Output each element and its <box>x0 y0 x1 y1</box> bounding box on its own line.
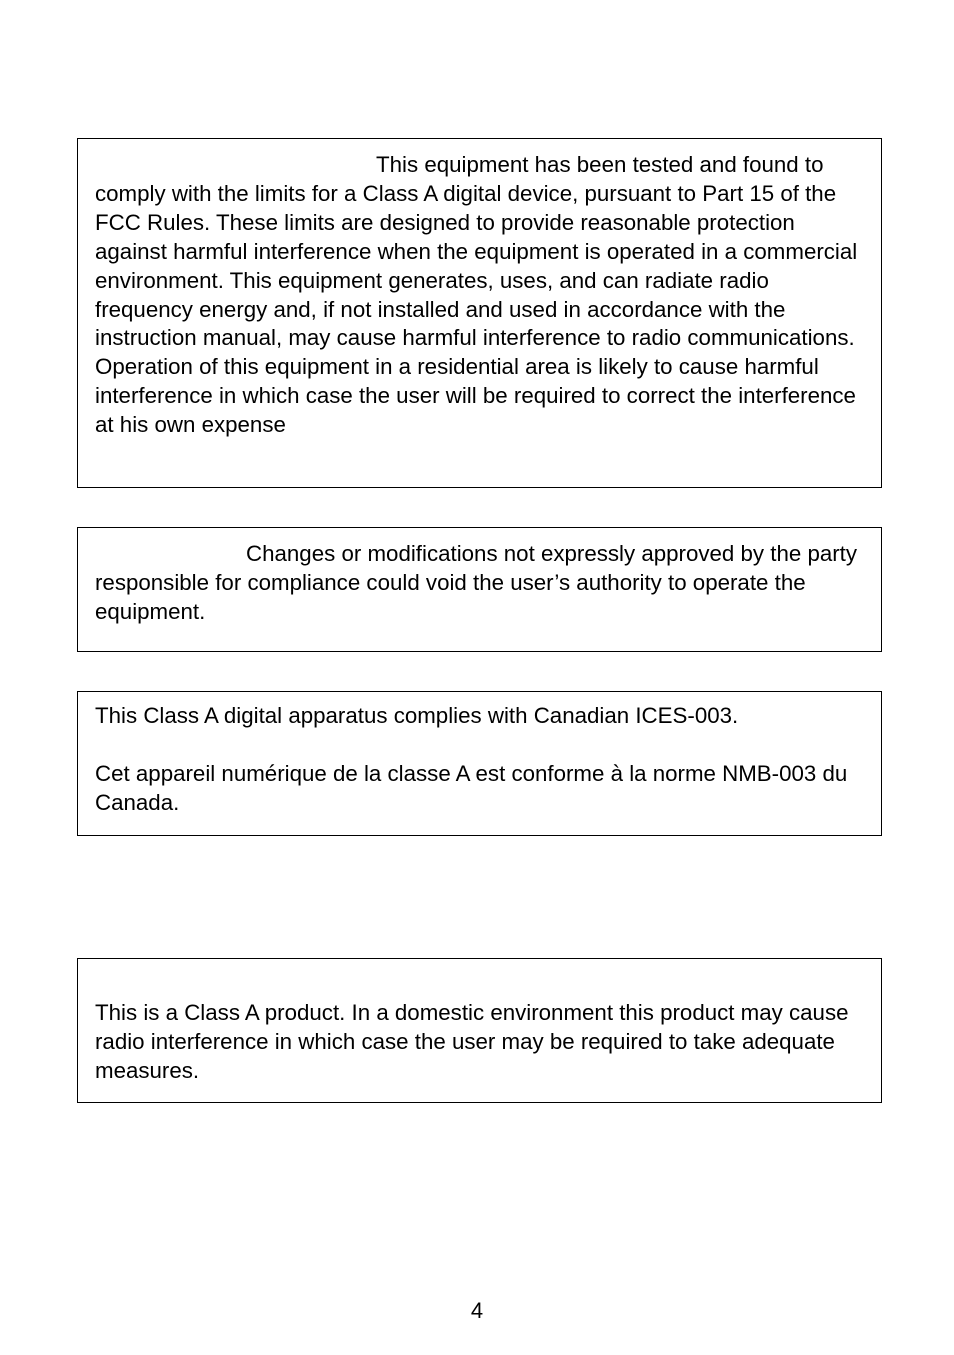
fcc-notice-text: This equipment has been tested and found to comply with the limits for a Class A digital device, pursuant to Part 15 of the FCC Rules. These limits are designed to provide reasonable protection against harmful interference when the equipment is operated in a commercial environment. This equipment generates, uses, and can radiate radio frequency energy and, if not installed and used in accordance with the instruction manual, may cause harmful interference to radio communications. Operation of this equipment in a residential area is likely to cause harmful interference in which case the user will be required to correct the interference at his own expense <box>95 152 858 438</box>
paragraph-gap <box>95 731 865 760</box>
canada-notice-box <box>77 691 882 836</box>
canada-notice-french: Cet appareil numérique de la classe A est conforme à la norme NMB-003 du Canada. <box>95 760 848 815</box>
caution-notice-box <box>77 527 882 652</box>
ce-notice-text: This is a Class A product. In a domestic environment this product may cause radio interference in which case the user may be required to take adequate measures. <box>95 1000 849 1083</box>
caution-notice-text: Changes or modifications not expressly approved by the party responsible for compliance could void the user’s authority to operate the equipment. <box>95 541 858 624</box>
canada-notice-english: This Class A digital apparatus complies with Canadian ICES-003. <box>95 703 739 728</box>
fcc-notice-box <box>77 138 882 488</box>
ce-notice-box <box>77 958 882 1103</box>
page-number: 4 <box>470 1298 484 1323</box>
